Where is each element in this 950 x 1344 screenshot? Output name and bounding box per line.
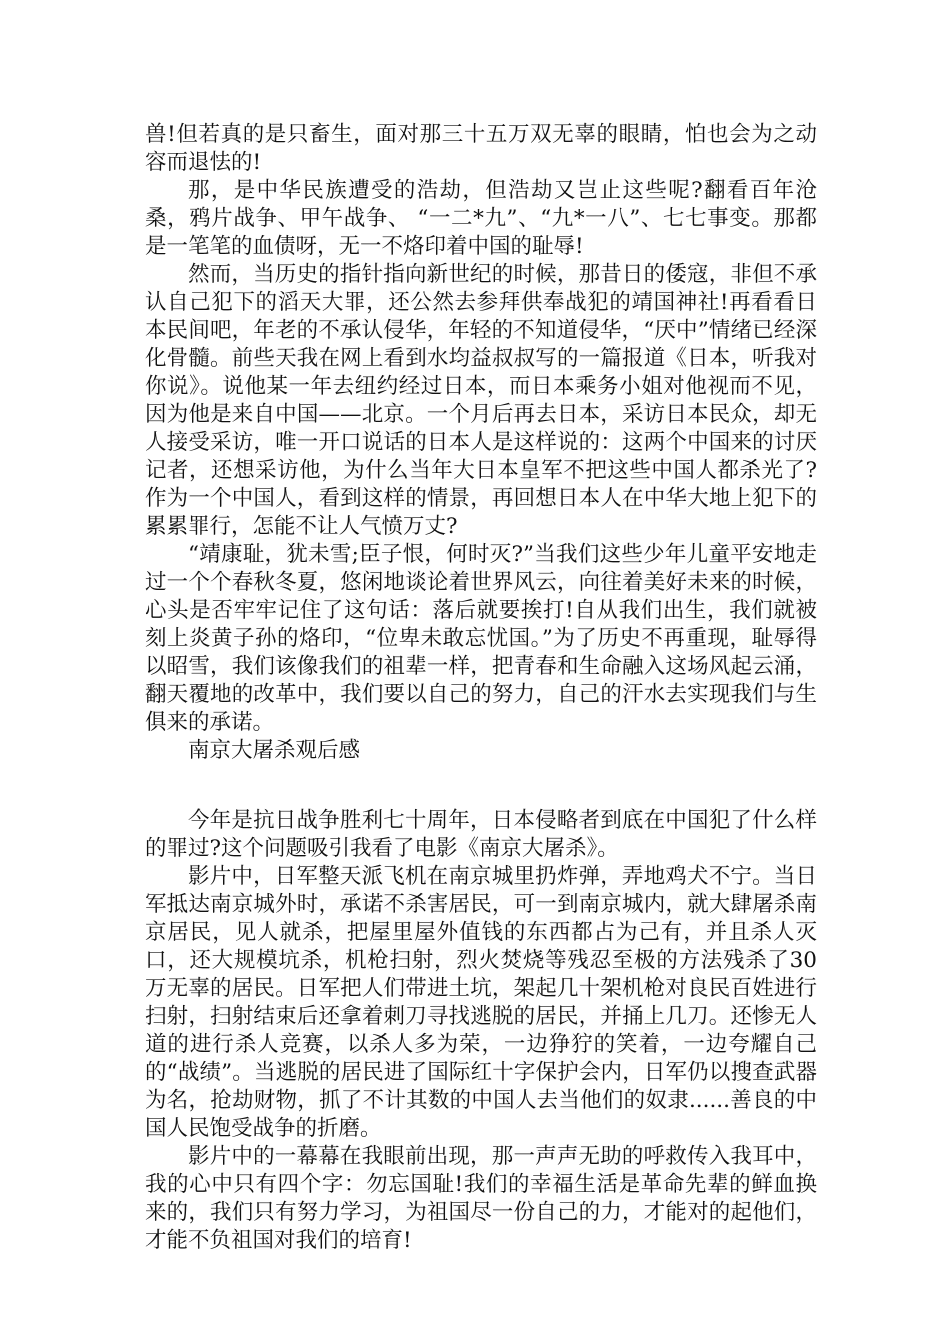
paragraph-continuation: 兽!但若真的是只畜生，面对那三十五万双无辜的眼睛，怕也会为之动容而退怯的! <box>145 122 817 175</box>
paragraph-film-description: 影片中，日军整天派飞机在南京城里扔炸弹，弄地鸡犬不宁。当日军抵达南京城外时，承诺不杀害居民，可一到南京城内，就大肆屠杀南京居民，见人就杀，把屋里屋外值钱的东西都占为己有，并且杀人灭口，还大规模坑杀，机枪扫射，烈火焚烧等残忍至极的方法残杀了30万无辜的居民。日军把人们带进土坑，架起几十架机枪对良民百姓进行扫射，扫射结束后还拿着刺刀寻找逃脱的居民，并捅上几刀。还惨无人道的进行杀人竞赛，以杀人多为荣，一边狰狞的笑着，一边夸耀自己的“战绩”。当逃脱的居民进了国际红十字保护会内，日军仍以搜查武器为名，抢劫财物，抓了不计其数的中国人去当他们的奴隶......善良的中国人民饱受战争的折磨。 <box>145 864 817 1141</box>
paragraph-intro: 今年是抗日战争胜利七十周年，日本侵略者到底在中国犯了什么样的罪过?这个问题吸引我看了电影《南京大屠杀》。 <box>145 808 817 861</box>
paragraph-history: 那，是中华民族遭受的浩劫，但浩劫又岂止这些呢?翻看百年沧桑，鸦片战争、甲午战争、 “一二*九”、“九*一八”、七七事变。那都是一笔笔的血债呀，无一不烙印着中国的耻辱! <box>145 178 817 259</box>
paragraph-jingkang: “靖康耻，犹未雪;臣子恨，何时灭?”当我们这些少年儿童平安地走过一个个春秋冬夏，悠闲地谈论着世界风云，向往着美好未来的时候，心头是否牢牢记住了这句话：落后就要挨打!自从我们出生，我们就被刻上炎黄子孙的烙印，“位卑未敢忘忧国。”为了历史不再重现，耻辱得以昭雪，我们该像我们的祖辈一样，把青春和生命融入这场风起云涌，翻天覆地的改革中，我们要以自己的努力，自己的汗水去实现我们与生俱来的承诺。 <box>145 542 817 735</box>
paragraph-conclusion: 影片中的一幕幕在我眼前出现，那一声声无助的呼救传入我耳中，我的心中只有四个字：勿忘国耻!我们的幸福生活是革命先辈的鲜血换来的，我们只有努力学习，为祖国尽一份自己的力，才能对的起他们，才能不负祖国对我们的培育! <box>145 1144 817 1253</box>
paragraph-new-century: 然而，当历史的指针指向新世纪的时候，那昔日的倭寇，非但不承认自己犯下的滔天大罪，还公然去参拜供奉战犯的靖国神社!再看看日本民间吧，年老的不承认侵华，年轻的不知道侵华，“厌中”情绪已经深化骨髓。前些天我在网上看到水均益叔叔写的一篇报道《日本，听我对你说》。说他某一年去纽约经过日本，而日本乘务小姐对他视而不见，因为他是来自中国——北京。一个月后再去日本，采访日本民众，却无人接受采访，唯一开口说话的日本人是这样说的：这两个中国来的讨厌记者，还想采访他，为什么当年大日本皇军不把这些中国人都杀光了?作为一个中国人，看到这样的情景，再回想日本人在中华大地上犯下的累累罪行，怎能不让人气愤万丈? <box>145 262 817 539</box>
essay-title: 南京大屠杀观后感 <box>188 738 361 763</box>
document-page <box>145 121 817 1255</box>
blank-line <box>145 765 817 807</box>
